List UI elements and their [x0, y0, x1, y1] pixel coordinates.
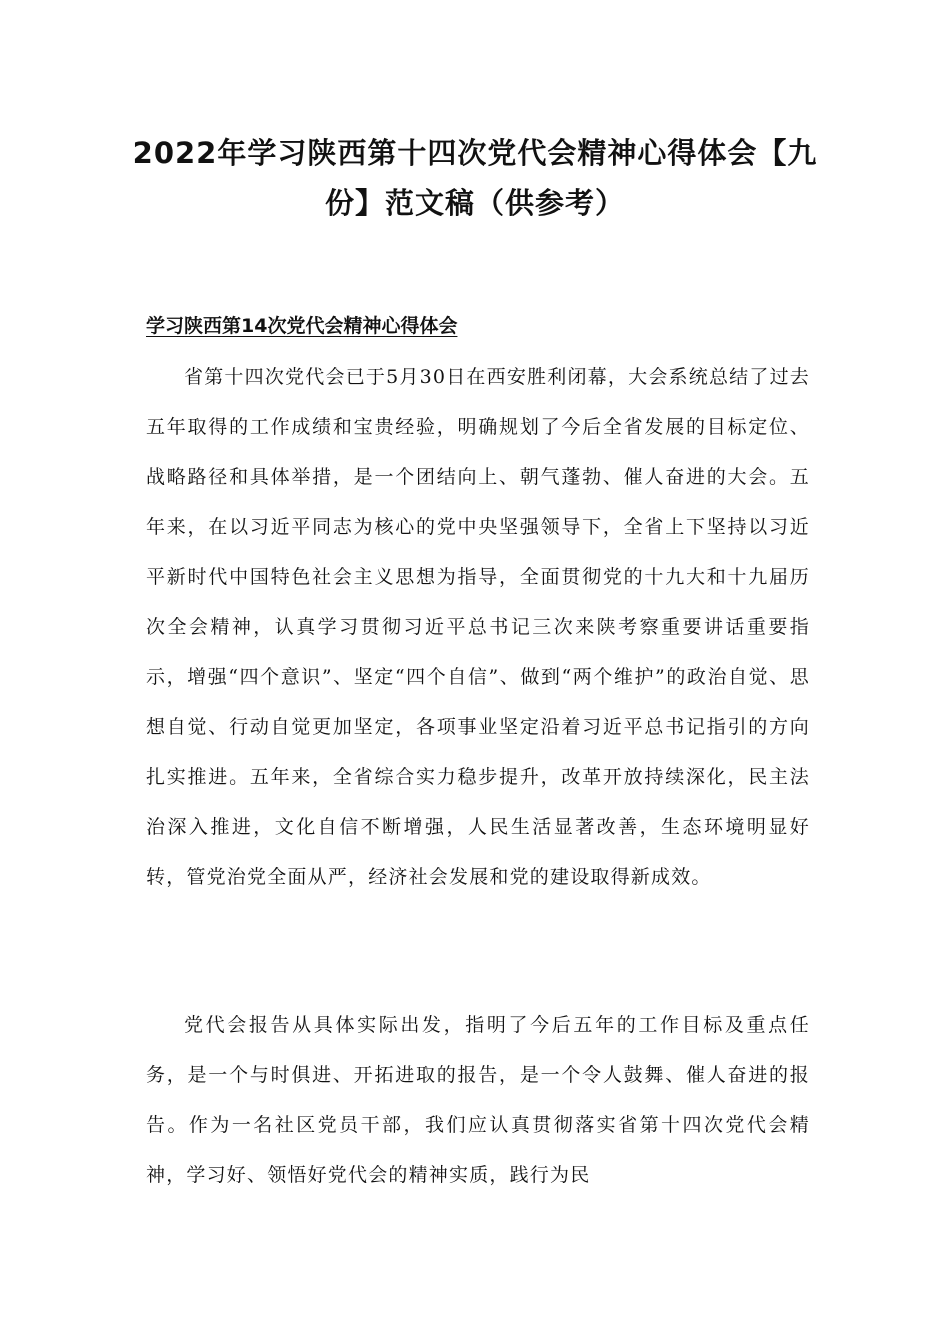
- body-paragraph-2: 党代会报告从具体实际出发，指明了今后五年的工作目标及重点任务，是一个与时俱进、开拓进取的报告，是一个令人鼓舞、催人奋进的报告。作为一名社区党员干部，我们应认真贯彻落实省第十四次党代会精神，学习好、领悟好党代会的精神实质，践行为民: [146, 1014, 810, 1186]
- body-paragraph-1: 省第十四次党代会已于5月30日在西安胜利闭幕，大会系统总结了过去五年取得的工作成绩和宝贵经验，明确规划了今后全省发展的目标定位、战略路径和具体举措，是一个团结向上、朝气蓬勃、催人奋进的大会。五年来，在以习近平同志为核心的党中央坚强领导下，全省上下坚持以习近平新时代中国特色社会主义思想为指导，全面贯彻党的十九大和十九届历次全会精神，认真学习贯彻习近平总书记三次来陕考察重要讲话重要指示，增强“四个意识”、坚定“四个自信”、做到“两个维护”的政治自觉、思想自觉、行动自觉更加坚定，各项事业坚定沿着习近平总书记指引的方向扎实推进。五年来，全省综合实力稳步提升，改革开放持续深化，民主法治深入推进，文化自信不断增强，人民生活显著改善，生态环境明显好转，管党治党全面从严，经济社会发展和党的建设取得新成效。: [146, 366, 810, 888]
- document-title: 2022年学习陕西第十四次党代会精神心得体会【九份】范文稿（供参考）: [132, 136, 818, 220]
- section-heading: 学习陕西第14次党代会精神心得体会: [146, 315, 458, 337]
